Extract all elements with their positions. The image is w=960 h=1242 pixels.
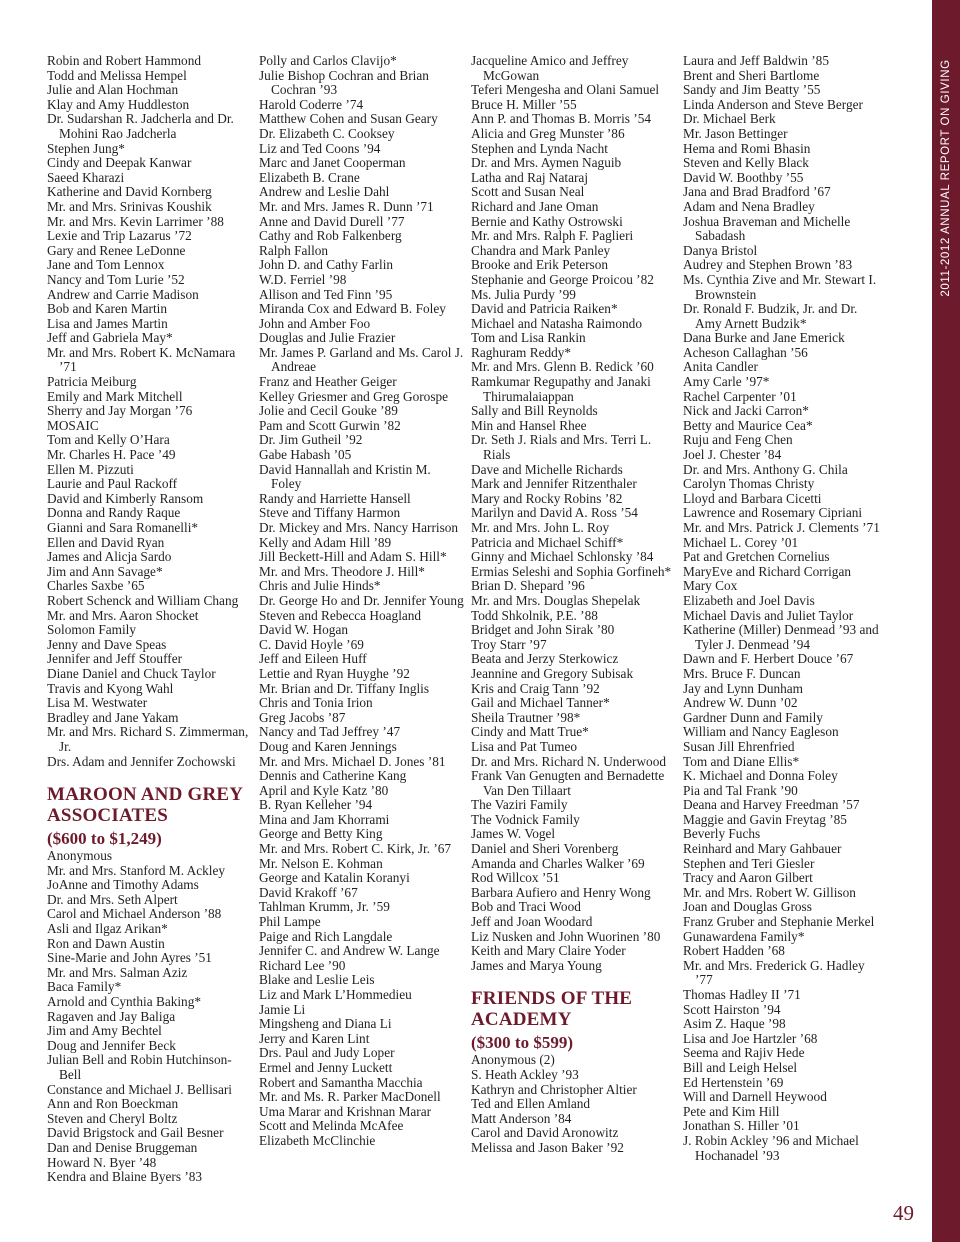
donor-name: Patricia and Michael Schiff* (471, 534, 624, 550)
donor-name: Sherry and Jay Morgan ’76 (47, 403, 193, 419)
donor-name: Dr. and Mrs. Seth Alpert (47, 891, 178, 907)
donor-name: Ellen and David Ryan (47, 534, 165, 550)
donor-name: Dr. Michael Berk (683, 111, 776, 127)
donor-name: Klay and Amy Huddleston (47, 96, 190, 112)
donor-name: Pete and Kim Hill (683, 1103, 780, 1119)
donor-name: Polly and Carlos Clavijo* (259, 53, 397, 68)
donor-name: Bill and Leigh Helsel (683, 1059, 798, 1075)
donor-name: Baca Family* (47, 979, 122, 995)
donor-name: Tom and Diane Ellis* (683, 753, 800, 769)
donor-name: Steven and Cheryl Boltz (47, 1110, 178, 1126)
donor-name: Cindy and Matt True* (471, 724, 589, 740)
donor-name: Ann P. and Thomas B. Morris ’54 (471, 111, 652, 127)
report-title: 2011-2012 ANNUAL REPORT ON GIVING (940, 59, 952, 297)
donor-name: Michael Davis and Juliet Taylor (683, 607, 854, 623)
donor-name: Scott and Melinda McAfee (259, 1118, 404, 1134)
donor-name: Mr. and Mrs. Frederick G. Hadley ’77 (683, 957, 865, 988)
donor-name: Travis and Kyong Wahl (47, 680, 174, 696)
donor-name: Tahlman Krumm, Jr. ’59 (259, 899, 390, 915)
donor-name: The Vodnick Family (471, 811, 580, 827)
donor-name: Matt Anderson ’84 (471, 1110, 572, 1126)
donor-name: Ramkumar Regupathy and Janaki Thirumalaiappan (471, 374, 651, 404)
donor-name: Tracy and Aaron Gilbert (683, 870, 813, 886)
donor-name: Mr. and Mrs. Kevin Larrimer ’88 (47, 213, 224, 229)
donor-name: Lisa and James Martin (47, 315, 168, 331)
donor-name: Audrey and Stephen Brown ’83 (683, 257, 853, 273)
donor-name: Robin and Robert Hammond (47, 53, 202, 68)
donor-name: John D. and Cathy Farlin (259, 257, 394, 273)
donor-name: Mr. Charles H. Pace ’49 (47, 447, 176, 463)
donor-name: J. Robin Ackley ’96 and Michael Hochanadel ’93 (683, 1132, 859, 1163)
donor-name: Cindy and Deepak Kanwar (47, 155, 192, 171)
donor-name: K. Michael and Donna Foley (683, 768, 838, 784)
donor-name: S. Heath Ackley ’93 (471, 1067, 579, 1082)
donor-name: Barbara Aufiero and Henry Wong (471, 884, 651, 900)
donor-name: Marc and Janet Cooperman (259, 155, 406, 171)
donor-name: Todd and Melissa Hempel (47, 67, 187, 83)
donor-name: Jana and Brad Bradford ’67 (683, 184, 831, 200)
donor-name: Ellen M. Pizzuti (47, 461, 134, 477)
donor-name: Mr. and Mrs. Glenn B. Redick ’60 (471, 359, 654, 375)
donor-name: George and Katalin Koranyi (259, 870, 410, 886)
donor-name: Mr. and Mrs. John L. Roy (471, 520, 610, 535)
donor-name: Julie Bishop Cochran and Brian Cochran ’93 (259, 67, 429, 98)
donor-column-2 (259, 54, 464, 1149)
donor-name: Joel J. Chester ’84 (683, 447, 782, 463)
donor-name: Michael and Natasha Raimondo (471, 315, 642, 331)
donor-name: Patricia Meiburg (47, 374, 137, 390)
donor-name: Kendra and Blaine Byers ’83 (47, 1169, 203, 1185)
donor-name: Frank Van Genugten and Bernadette Van Den Tillaart (471, 768, 665, 798)
donor-name: Paige and Rich Langdale (259, 928, 393, 944)
donor-name: Kelly and Adam Hill ’89 (259, 534, 392, 550)
donor-name: Carolyn Thomas Christy (683, 476, 815, 492)
donor-name: Scott Hairston ’94 (683, 1001, 781, 1017)
donor-name: Mr. Nelson E. Kohman (259, 855, 383, 871)
donor-name: David Krakoff ’67 (259, 884, 358, 900)
donor-name: Tom and Lisa Rankin (471, 330, 586, 346)
donor-name: Raghuram Reddy* (471, 344, 572, 360)
donor-name: Brooke and Erik Peterson (471, 257, 609, 273)
donor-name: Robert and Samantha Macchia (259, 1074, 423, 1090)
donor-name: Steve and Tiffany Harmon (259, 505, 401, 521)
donor-name: Acheson Callaghan ’56 (683, 344, 808, 360)
donor-name: Andrew W. Dunn ’02 (683, 695, 798, 711)
donor-name: Dana Burke and Jane Emerick (683, 330, 845, 346)
donor-name: Beverly Fuchs (683, 826, 761, 842)
donor-name: Mr. and Mrs. Salman Aziz (47, 964, 188, 980)
donor-name: Hema and Romi Bhasin (683, 140, 811, 156)
donor-name: Drs. Paul and Judy Loper (259, 1045, 395, 1061)
donor-name: Kathryn and Christopher Altier (471, 1081, 637, 1097)
donor-name: Matthew Cohen and Susan Geary (259, 111, 438, 127)
donor-name: Jim and Amy Bechtel (47, 1023, 162, 1039)
donor-name: Randy and Harriette Hansell (259, 490, 411, 506)
donor-name: James and Alicja Sardo (47, 549, 172, 565)
donor-name: Jay and Lynn Dunham (683, 680, 804, 696)
donor-name: Mingsheng and Diana Li (259, 1016, 392, 1032)
donor-name: Phil Lampe (259, 914, 321, 930)
donor-name: Mr. and Mrs. Douglas Shepelak (471, 592, 641, 608)
donor-name: Andrew and Carrie Madison (47, 286, 199, 302)
donor-name: Pat and Gretchen Cornelius (683, 549, 830, 565)
donor-name: Ed Hertenstein ’69 (683, 1074, 784, 1090)
donor-name: Melissa and Jason Baker ’92 (471, 1139, 624, 1155)
donor-name: Lawrence and Rosemary Cipriani (683, 505, 863, 521)
donor-name: James and Marya Young (471, 957, 602, 973)
donor-name: Mr. and Mrs. Ralph F. Paglieri (471, 228, 634, 244)
donor-name: George and Betty King (259, 826, 383, 842)
donor-name: Jennifer C. and Andrew W. Lange (259, 943, 440, 959)
donor-name: Mr. James P. Garland and Ms. Carol J. Andreae (259, 344, 464, 375)
donor-name: Constance and Michael J. Bellisari (47, 1081, 233, 1097)
donor-name: Steven and Rebecca Hoagland (259, 607, 422, 623)
donor-name: Lettie and Ryan Huyghe ’92 (259, 665, 410, 681)
donor-name: Cathy and Rob Falkenberg (259, 228, 402, 244)
donor-name: The Vaziri Family (471, 797, 568, 813)
donor-name: Dennis and Catherine Kang (259, 768, 407, 784)
donor-name: Carol and David Aronowitz (471, 1125, 619, 1141)
donor-name: David W. Boothby ’55 (683, 169, 804, 185)
donor-name: Bruce H. Miller ’55 (471, 96, 577, 112)
donor-name: Mark and Jennifer Ritzenthaler (471, 476, 637, 492)
donor-name: MaryEve and Richard Corrigan (683, 563, 852, 579)
donor-name: Mr. and Mrs. Theodore J. Hill* (259, 563, 425, 579)
donor-name: Liz Nusken and John Wuorinen ’80 (471, 928, 661, 944)
donor-name: Lisa and Pat Tumeo (471, 738, 578, 754)
donor-name: David and Kimberly Ransom (47, 490, 204, 506)
donor-name: Julie and Alan Hochman (47, 82, 179, 98)
donor-name: Anne and David Durell ’77 (259, 213, 405, 229)
donor-name: Stephen and Teri Giesler (683, 855, 815, 871)
donor-name: Jennifer and Jeff Stouffer (47, 651, 183, 667)
donor-name: Elizabeth B. Crane (259, 169, 360, 185)
donor-name: Nick and Jacki Carron* (683, 403, 809, 419)
donor-name: Laurie and Paul Rackoff (47, 476, 178, 492)
donor-name: Richard and Jane Oman (471, 198, 599, 214)
donor-name: Carol and Michael Anderson ’88 (47, 906, 222, 922)
donor-name: Dr. Sudarshan R. Jadcherla and Dr. Mohini Rao Jadcherla (47, 111, 234, 141)
donor-name: Mr. and Mrs. Robert C. Kirk, Jr. ’67 (259, 841, 452, 857)
donor-name: Jill Beckett-Hill and Adam S. Hill* (259, 549, 447, 565)
donor-name: Latha and Raj Nataraj (471, 169, 589, 185)
donor-name: Joshua Braveman and Michelle Sabadash (683, 213, 851, 244)
donor-name: Daniel and Sheri Vorenberg (471, 841, 619, 857)
section-heading: MAROON AND GREY ASSOCIATES (47, 784, 243, 826)
donor-name: Gardner Dunn and Family (683, 709, 823, 725)
donor-name: Steven and Kelly Black (683, 155, 809, 171)
donor-name: Jenny and Dave Speas (47, 636, 167, 652)
donor-name: W.D. Ferriel ’98 (259, 271, 347, 287)
donor-name: Ermias Seleshi and Sophia Gorfineh* (471, 563, 672, 579)
donor-name: Donna and Randy Raque (47, 505, 181, 521)
donor-name: Ginny and Michael Schlonsky ’84 (471, 549, 654, 565)
donor-name: Ms. Julia Purdy ’99 (471, 286, 576, 302)
donor-name: Arnold and Cynthia Baking* (47, 994, 202, 1010)
donor-name: Amanda and Charles Walker ’69 (471, 855, 645, 871)
donor-name: Brent and Sheri Bartlome (683, 67, 820, 83)
donor-name: Dave and Michelle Richards (471, 461, 623, 477)
donor-name: Sally and Bill Reynolds (471, 403, 598, 419)
donor-column-3 (471, 54, 676, 1156)
donor-name: Miranda Cox and Edward B. Foley (259, 301, 446, 317)
donor-name: Sandy and Jim Beatty ’55 (683, 82, 821, 98)
donor-name: Adam and Nena Bradley (683, 198, 815, 214)
donor-name: Ted and Ellen Amland (471, 1096, 591, 1112)
donor-name: B. Ryan Kelleher ’94 (259, 797, 373, 813)
donor-name: Bradley and Jane Yakam (47, 709, 179, 725)
donor-name: Jane and Tom Lennox (47, 257, 165, 273)
donor-name: Kelley Griesmer and Greg Gorospe (259, 388, 449, 404)
donor-name: Mr. and Mrs. Stanford M. Ackley (47, 862, 226, 878)
donor-name: Alicia and Greg Munster ’86 (471, 125, 625, 141)
donor-name: Reinhard and Mary Gahbauer (683, 841, 842, 857)
donor-name: Linda Anderson and Steve Berger (683, 96, 863, 112)
donor-name: Franz and Heather Geiger (259, 374, 397, 390)
donor-name: Gary and Renee LeDonne (47, 242, 186, 258)
donor-column-4 (683, 54, 883, 1163)
donor-name: Rachel Carpenter ’01 (683, 388, 797, 404)
donor-name: Maggie and Gavin Freytag ’85 (683, 811, 847, 827)
donor-name: Doug and Karen Jennings (259, 738, 397, 754)
donor-name: Anonymous (2) (471, 1052, 555, 1068)
donor-name: Jerry and Karen Lint (259, 1030, 370, 1046)
donor-name: Sine-Marie and John Ayres ’51 (47, 950, 212, 966)
donor-name: Robert Hadden ’68 (683, 943, 785, 959)
donor-name: Amy Carle ’97* (683, 374, 770, 390)
donor-name: Nancy and Tom Lurie ’52 (47, 271, 185, 287)
donor-name: Anonymous (47, 848, 113, 864)
donor-name: Douglas and Julie Frazier (259, 330, 396, 346)
donor-name: Dr. Mickey and Mrs. Nancy Harrison (259, 520, 459, 535)
donor-name: Dawn and F. Herbert Douce ’67 (683, 651, 854, 667)
donor-name: Keith and Mary Claire Yoder (471, 943, 626, 959)
donor-name: Joan and Douglas Gross (683, 899, 812, 915)
donor-name: Mr. and Mrs. Srinivas Koushik (47, 198, 212, 214)
donor-name: Emily and Mark Mitchell (47, 388, 183, 404)
donor-name: Gail and Michael Tanner* (471, 695, 610, 711)
donor-name: Mary Cox (683, 578, 738, 594)
donor-name: Jim and Ann Savage* (47, 563, 163, 579)
donor-name: Jonathan S. Hiller ’01 (683, 1118, 800, 1134)
donor-name: Gunawardena Family* (683, 928, 805, 944)
donor-name: David W. Hogan (259, 622, 349, 638)
donor-name: Julian Bell and Robin Hutchinson-Bell (47, 1052, 232, 1082)
donor-name: Liz and Ted Coons ’94 (259, 140, 381, 156)
donor-name: Ron and Dawn Austin (47, 935, 165, 951)
donor-name: Dr. and Mrs. Anthony G. Chila (683, 461, 848, 477)
donor-name: Mr. and Mrs. Robert K. McNamara ’71 (47, 344, 236, 375)
page-number: 49 (893, 1201, 914, 1225)
donor-name: Stephen and Lynda Nacht (471, 140, 608, 156)
donor-name: Uma Marar and Krishnan Marar (259, 1103, 432, 1119)
donor-name: Bernie and Kathy Ostrowski (471, 213, 623, 229)
donor-name: Howard N. Byer ’48 (47, 1154, 157, 1170)
donor-name: Gabe Habash ’05 (259, 447, 352, 463)
donor-name: Mary and Rocky Robins ’82 (471, 490, 623, 506)
donor-name: Franz Gruber and Stephanie Merkel (683, 914, 875, 930)
donor-name: Seema and Rajiv Hede (683, 1045, 805, 1061)
donor-name: Ralph Fallon (259, 242, 329, 258)
donor-name: Lisa and Joe Hartzler ’68 (683, 1030, 818, 1046)
donor-name: Kris and Craig Tann ’92 (471, 680, 600, 696)
donor-name: Mr. and Mrs. Michael D. Jones ’81 (259, 753, 446, 769)
donor-name: Katherine (Miller) Denmead ’93 and Tyler J. Denmead ’94 (683, 622, 879, 652)
donor-name: Anita Candler (683, 359, 758, 375)
donor-name: David Brigstock and Gail Besner (47, 1125, 224, 1141)
donor-name: Mina and Jam Khorrami (259, 811, 390, 827)
donor-name: Lloyd and Barbara Cicetti (683, 490, 822, 506)
donor-name: Michael L. Corey ’01 (683, 534, 799, 550)
donor-name: John and Amber Foo (259, 315, 371, 331)
donor-name: Asli and Ilgaz Arikan* (47, 921, 168, 937)
donor-name: Troy Starr ’97 (471, 636, 547, 652)
donor-column-1 (47, 54, 252, 1185)
donor-name: Mr. Brian and Dr. Tiffany Inglis (259, 680, 430, 696)
donor-name: Dr. George Ho and Dr. Jennifer Young (259, 592, 464, 608)
donor-name: Bob and Traci Wood (471, 899, 581, 915)
donor-name: Elizabeth McClinchie (259, 1132, 376, 1148)
donor-name: Elizabeth and Joel Davis (683, 592, 815, 608)
donor-name: Will and Darnell Heywood (683, 1089, 827, 1105)
donor-name: Jeannine and Gregory Subisak (471, 665, 634, 681)
donor-name: Allison and Ted Finn ’95 (259, 286, 393, 302)
donor-name: Asim Z. Haque ’98 (683, 1016, 786, 1032)
donor-name: Gianni and Sara Romanelli* (47, 520, 199, 535)
donor-name: David and Patricia Raiken* (471, 301, 618, 317)
donor-name: Dr. and Mrs. Richard N. Underwood (471, 753, 666, 769)
donor-name: Bridget and John Sirak ’80 (471, 622, 615, 638)
donor-name: Chris and Tonia Irion (259, 695, 373, 711)
donor-name: Dr. Seth J. Rials and Mrs. Terri L. Rials (471, 432, 652, 463)
section-gift-range: ($300 to $599) (471, 1033, 573, 1053)
donor-name: Pia and Tal Frank ’90 (683, 782, 798, 798)
donor-name: Susan Jill Ehrenfried (683, 738, 795, 754)
donor-name: Stephanie and George Proicou ’82 (471, 271, 654, 287)
donor-name: James W. Vogel (471, 826, 556, 842)
donor-name: Teferi Mengesha and Olani Samuel (471, 82, 660, 98)
donor-name: Brian D. Shepard ’96 (471, 578, 585, 594)
donor-name: Harold Coderre ’74 (259, 96, 364, 112)
donor-name: Dr. Ronald F. Budzik, Jr. and Dr. Amy Arnett Budzik* (683, 301, 858, 331)
donor-name: Lexie and Trip Lazarus ’72 (47, 228, 192, 244)
donor-name: Betty and Maurice Cea* (683, 417, 813, 433)
donor-name: Mr. Jason Bettinger (683, 125, 788, 141)
donor-name: Mr. and Mrs. James R. Dunn ’71 (259, 198, 434, 214)
donor-name: Deana and Harvey Freedman ’57 (683, 797, 860, 813)
donor-name: Andrew and Leslie Dahl (259, 184, 390, 200)
donor-name: Bob and Karen Martin (47, 301, 168, 317)
donor-name: Jacqueline Amico and Jeffrey McGowan (471, 53, 629, 83)
donor-name: Jolie and Cecil Gouke ’89 (259, 403, 398, 419)
donor-name: Saeed Kharazi (47, 169, 125, 185)
donor-name: Stephen Jung* (47, 140, 125, 156)
donor-name: Jeff and Joan Woodard (471, 914, 593, 930)
donor-name: Mrs. Bruce F. Duncan (683, 665, 801, 681)
donor-name: C. David Hoyle ’69 (259, 636, 364, 652)
donor-name: Danya Bristol (683, 242, 758, 258)
donor-name: Ruju and Feng Chen (683, 432, 793, 448)
donor-name: Pam and Scott Gurwin ’82 (259, 417, 401, 433)
donor-name: Doug and Jennifer Beck (47, 1037, 176, 1053)
donor-name: Nancy and Tad Jeffrey ’47 (259, 724, 401, 740)
donor-name: Ragaven and Jay Baliga (47, 1008, 176, 1024)
donor-name: April and Kyle Katz ’80 (259, 782, 389, 798)
donor-name: Greg Jacobs ’87 (259, 709, 346, 725)
donor-name: Marilyn and David A. Ross ’54 (471, 505, 638, 521)
donor-name: Sheila Trautner ’98* (471, 709, 581, 725)
donor-name: Ann and Ron Boeckman (47, 1096, 179, 1112)
donor-name: Dan and Denise Bruggeman (47, 1139, 198, 1155)
donor-name: Dr. Elizabeth C. Cooksey (259, 125, 395, 141)
donor-name: Charles Saxbe ’65 (47, 578, 145, 594)
donor-name: Beata and Jerzy Sterkowicz (471, 651, 619, 667)
donor-name: William and Nancy Eagleson (683, 724, 839, 740)
donor-name: Chris and Julie Hinds* (259, 578, 381, 594)
donor-name: Blake and Leslie Leis (259, 972, 375, 988)
donor-name: Todd Shkolnik, P.E. ’88 (471, 607, 598, 623)
donor-name: Scott and Susan Neal (471, 184, 585, 200)
donor-name: Ermel and Jenny Luckett (259, 1059, 393, 1075)
donor-name: Mr. and Mrs. Robert W. Gillison (683, 884, 856, 900)
donor-name: Lisa M. Westwater (47, 695, 148, 711)
donor-name: Thomas Hadley II ’71 (683, 987, 801, 1002)
donor-name: Mr. and Mrs. Richard S. Zimmerman, Jr. (47, 724, 249, 754)
donor-name: Robert Schenck and William Chang (47, 592, 239, 608)
donor-name: Laura and Jeff Baldwin ’85 (683, 53, 829, 68)
section-gift-range: ($600 to $1,249) (47, 829, 162, 849)
donor-name: Jeff and Gabriela May* (47, 330, 173, 346)
donor-name: Diane Daniel and Chuck Taylor (47, 665, 216, 681)
donor-name: Richard Lee ’90 (259, 957, 346, 973)
section-heading: FRIENDS OF THE ACADEMY (471, 988, 633, 1030)
donor-name: Rod Willcox ’51 (471, 870, 560, 886)
donor-name: Mr. and Ms. R. Parker MacDonell (259, 1089, 441, 1105)
donor-name: Min and Hansel Rhee (471, 417, 587, 433)
donor-name: JoAnne and Timothy Adams (47, 877, 199, 893)
donor-name: Chandra and Mark Panley (471, 242, 611, 258)
donor-name: Dr. Jim Gutheil ’92 (259, 432, 363, 448)
donor-name: Mr. and Mrs. Aaron Shocket (47, 607, 199, 623)
donor-name: MOSAIC (47, 417, 99, 433)
donor-name: Mr. and Mrs. Patrick J. Clements ’71 (683, 520, 880, 535)
donor-name: Katherine and David Kornberg (47, 184, 212, 200)
donor-name: Jamie Li (259, 1001, 306, 1017)
donor-name: David Hannallah and Kristin M. Foley (259, 461, 431, 492)
donor-name: Tom and Kelly O’Hara (47, 432, 170, 448)
donor-name: Jeff and Eileen Huff (259, 651, 367, 667)
donor-name: Liz and Mark L’Hommedieu (259, 987, 412, 1002)
donor-name: Drs. Adam and Jennifer Zochowski (47, 753, 236, 769)
donor-name: Ms. Cynthia Zive and Mr. Stewart I. Brownstein (683, 271, 877, 302)
donor-name: Dr. and Mrs. Aymen Naguib (471, 155, 622, 171)
donor-name: Solomon Family (47, 622, 137, 638)
